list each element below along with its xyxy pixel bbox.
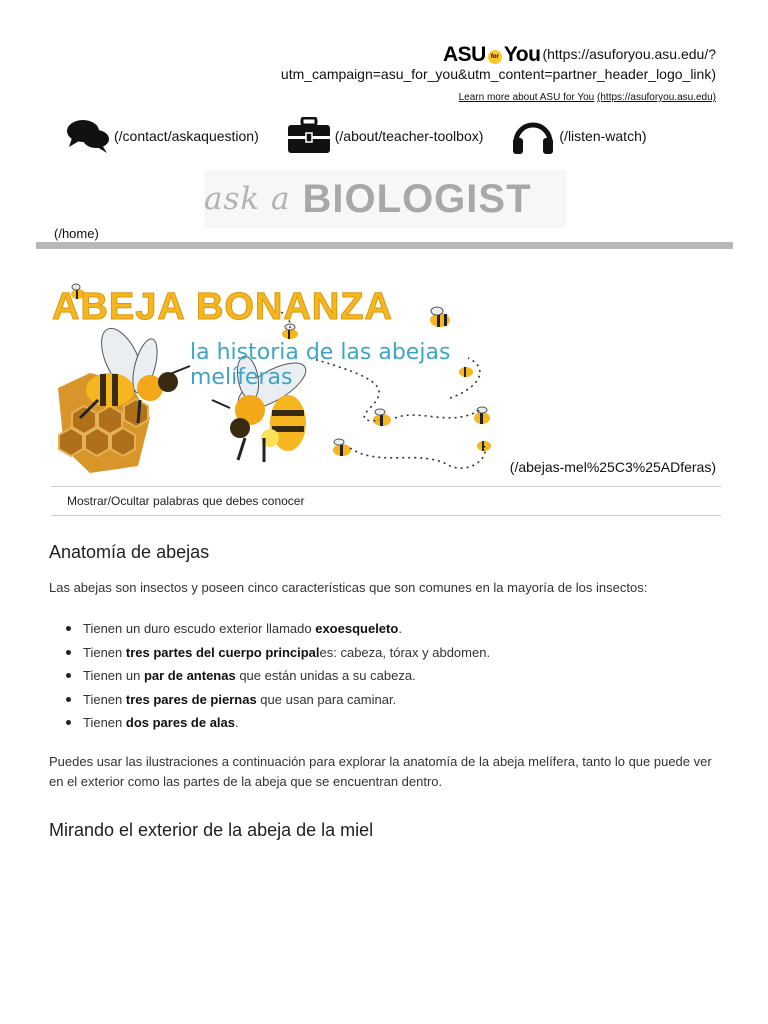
banner-link[interactable]: (/abejas-mel%25C3%25ADferas) <box>509 459 716 475</box>
list-item: Tienen un duro escudo exterior llamado exoesqueleto. <box>66 617 490 641</box>
ask-a-biologist-logo[interactable] <box>204 170 566 228</box>
asu-url-line-1[interactable]: (https://asuforyou.asu.edu/? <box>542 46 716 62</box>
list-item: Tienen tres partes del cuerpo principales: cabeza, tórax y abdomen. <box>66 641 490 665</box>
banner-title: ABEJA BONANZA <box>52 286 393 328</box>
toggle-glossary-words[interactable]: Mostrar/Ocultar palabras que debes conocer <box>51 486 721 516</box>
term-alas: dos pares de alas <box>125 715 236 730</box>
asu-logo-text: ASU <box>442 43 486 67</box>
nav-label-teacher-toolbox[interactable]: (/about/teacher-toolbox) <box>334 128 484 144</box>
asu-url-line-2[interactable]: utm_campaign=asu_for_you&utm_content=partner_header_logo_link) <box>280 66 716 82</box>
asu-for-you-logo[interactable] <box>443 45 540 65</box>
headphones-icon <box>511 116 555 156</box>
logo-word: BIOLOGIST <box>302 176 532 221</box>
banner-subtitle: la historia de las abejas melíferas <box>190 340 451 390</box>
list-item: Tienen un par de antenas que están unidas a su cabeza. <box>66 664 490 688</box>
logo-prefix: ask a <box>204 181 291 217</box>
intro-paragraph: Las abejas son insectos y poseen cinco características que son comunes en la mayoría de los insectos: <box>49 580 648 595</box>
list-item: Tienen dos pares de alas. <box>66 711 490 735</box>
nav-label-contact[interactable]: (/contact/askaquestion) <box>114 128 259 144</box>
term-antenas: par de antenas <box>143 668 236 683</box>
chat-bubbles-icon <box>66 118 110 154</box>
asu-for-you-header-link[interactable] <box>0 44 716 65</box>
learn-more-url[interactable]: (https://asuforyou.asu.edu) <box>597 92 716 103</box>
toolbox-icon <box>287 117 331 155</box>
heading-anatomia: Anatomía de abejas <box>49 542 210 562</box>
term-piernas: tres pares de piernas <box>125 691 257 707</box>
home-link[interactable]: (/home) <box>54 226 99 241</box>
nav-item-contact[interactable] <box>66 118 259 154</box>
abeja-bonanza-banner[interactable] <box>50 278 510 478</box>
nav-label-listen-watch[interactable]: (/listen-watch) <box>559 128 647 144</box>
nav-item-teacher-toolbox[interactable] <box>287 117 484 155</box>
top-nav <box>66 116 675 156</box>
heading-exterior: Mirando el exterior de la abeja de la miel <box>49 820 374 840</box>
learn-more-link[interactable] <box>0 92 716 103</box>
asu-logo-text-you: You <box>503 43 541 67</box>
header-divider <box>36 242 733 249</box>
asu-for-badge: for <box>488 50 502 64</box>
traits-list <box>66 617 490 735</box>
explore-paragraph: Puedes usar las ilustraciones a continuación para explorar la anatomía de la abeja melífera, tanto lo que puede ver en el exterior como las partes de la abeja que se encuentran dentro. <box>49 754 712 789</box>
list-item: Tienen tres pares de piernas que usan para caminar. <box>66 688 490 712</box>
learn-more-text[interactable]: Learn more about ASU for You <box>458 92 595 103</box>
term-exoesqueleto: exoesqueleto <box>315 621 399 636</box>
term-partes-cuerpo: tres partes del cuerpo principal <box>125 644 320 660</box>
nav-item-listen-watch[interactable] <box>511 116 646 156</box>
